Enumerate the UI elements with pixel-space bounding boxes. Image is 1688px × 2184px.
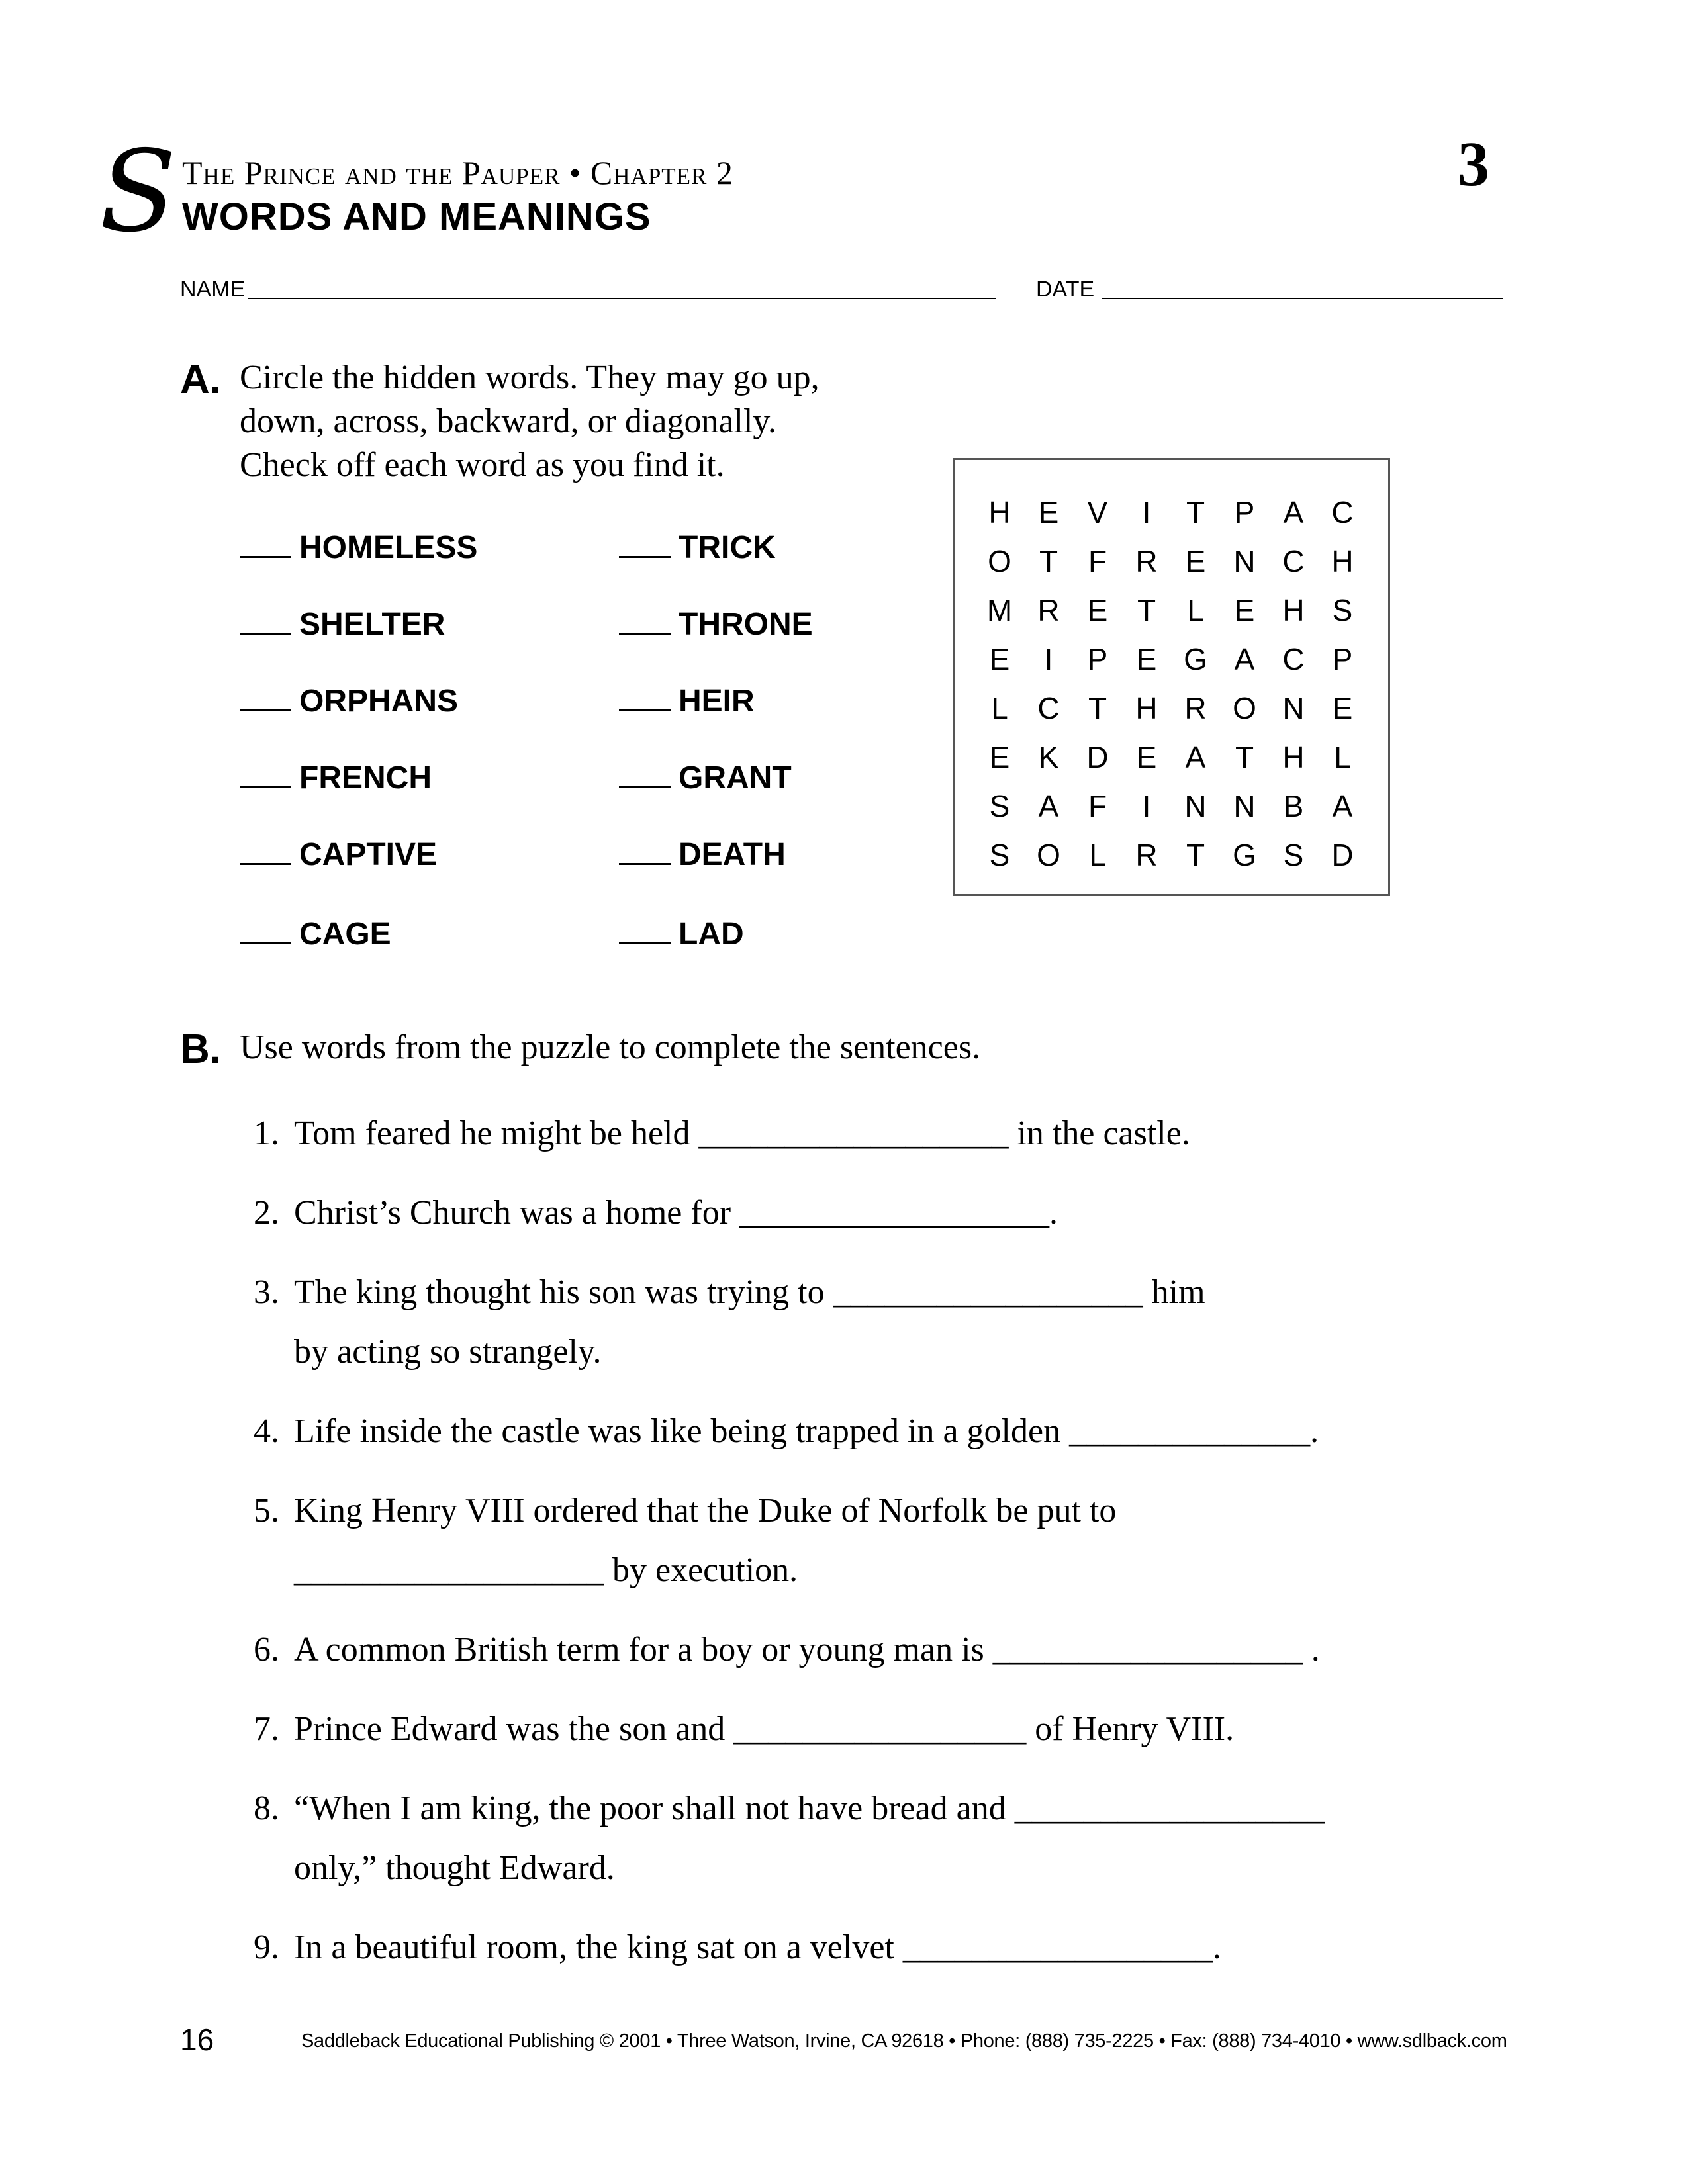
section-b-letter: B. [180,1026,221,1072]
sentence-number: 4. [254,1412,279,1450]
footer-credit: Saddleback Educational Publishing © 2001 • Three Watson, Irvine, CA 92618 • Phone: (888) 735-2225 • Fax: (888) 734-4010 • www.sdlback.com [301,2030,1507,2052]
puzzle-letter[interactable]: A [1332,789,1353,823]
sentence-number: 2. [254,1194,279,1232]
word-checkbox[interactable] [240,529,477,566]
puzzle-letter[interactable]: R [1184,691,1207,725]
word-label: THRONE [679,607,813,642]
puzzle-letter[interactable]: T [1186,838,1205,872]
puzzle-letter[interactable]: A [1234,642,1255,676]
puzzle-letter[interactable]: E [989,740,1010,774]
word-label: ORPHANS [299,684,459,719]
puzzle-letter[interactable]: H [1135,691,1158,725]
sentence-text[interactable]: Life inside the castle was like being trapped in a golden ______________. [294,1412,1319,1450]
puzzle-letter[interactable]: E [989,642,1010,676]
puzzle-letter[interactable]: S [1283,838,1304,872]
word-label: LAD [679,917,744,952]
sentence-number: 3. [254,1273,279,1311]
puzzle-letter[interactable]: F [1088,789,1107,823]
sentence-text[interactable]: only,” thought Edward. [294,1849,615,1887]
puzzle-letter[interactable]: E [1136,740,1157,774]
puzzle-letter[interactable]: L [1187,593,1204,627]
puzzle-letter[interactable]: G [1233,838,1256,872]
instruction-line: down, across, backward, or diagonally. [240,402,777,440]
puzzle-letter[interactable]: L [1089,838,1106,872]
instruction-line: Check off each word as you find it. [240,446,725,484]
puzzle-letter[interactable]: T [1235,740,1254,774]
puzzle-letter[interactable]: N [1233,544,1256,578]
puzzle-letter[interactable]: F [1088,544,1107,578]
sentence-text[interactable]: A common British term for a boy or young man is __________________ . [294,1631,1320,1668]
sentence-text[interactable]: The king thought his son was trying to __________________ him [294,1273,1205,1311]
word-label: TRICK [679,530,776,565]
page-title: WORDS AND MEANINGS [182,195,651,238]
puzzle-letter[interactable]: T [1088,691,1107,725]
date-field[interactable] [1102,298,1503,299]
word-checkbox[interactable] [240,916,391,952]
puzzle-letter[interactable]: E [1136,642,1157,676]
sentence-number: 6. [254,1631,279,1668]
section-a-instructions [240,356,820,487]
puzzle-letter[interactable]: R [1037,593,1060,627]
word-label: FRENCH [299,760,432,796]
word-checkbox[interactable] [240,837,437,873]
sentence-number: 1. [254,1115,279,1152]
puzzle-letter[interactable]: O [1037,838,1060,872]
puzzle-letter[interactable]: H [1282,593,1305,627]
puzzle-letter[interactable]: S [1332,593,1353,627]
word-label: SHELTER [299,607,445,642]
puzzle-letter[interactable]: H [1282,740,1305,774]
section-b-instructions: Use words from the puzzle to complete the sentences. [240,1028,981,1066]
sentence-number: 9. [254,1929,279,1966]
instruction-line: Circle the hidden words. They may go up, [240,359,820,396]
puzzle-letter[interactable]: N [1233,789,1256,823]
word-checkbox[interactable] [240,606,445,643]
section-a-letter: A. [180,357,221,402]
puzzle-letter[interactable]: C [1282,544,1305,578]
puzzle-letter[interactable]: P [1087,642,1108,676]
sentence-number: 8. [254,1790,279,1827]
puzzle-letter[interactable]: D [1331,838,1354,872]
puzzle-letter[interactable]: N [1282,691,1305,725]
puzzle-letter[interactable]: O [988,544,1011,578]
puzzle-letter[interactable]: I [1142,495,1151,529]
puzzle-letter[interactable]: S [989,838,1010,872]
sentence-text[interactable]: __________________ by execution. [294,1551,798,1589]
date-label: DATE [1036,277,1095,302]
puzzle-letter[interactable]: T [1039,544,1058,578]
puzzle-letter[interactable]: L [991,691,1008,725]
puzzle-letter[interactable]: R [1135,838,1158,872]
puzzle-letter[interactable]: O [1233,691,1256,725]
puzzle-letter[interactable]: M [986,593,1013,627]
series-title: The Prince and the Pauper • Chapter 2 [182,154,733,191]
puzzle-letter[interactable]: E [1038,495,1059,529]
puzzle-letter[interactable]: P [1332,642,1353,676]
puzzle-letter[interactable]: A [1283,495,1304,529]
puzzle-letter[interactable]: H [1331,544,1354,578]
puzzle-letter[interactable]: H [988,495,1011,529]
puzzle-letter[interactable]: I [1142,789,1151,823]
word-checkbox[interactable] [619,916,744,952]
word-checkbox[interactable] [619,529,776,566]
sentence-number: 7. [254,1710,279,1748]
word-search-puzzle [953,458,1390,896]
word-label: HEIR [679,684,755,719]
puzzle-letter[interactable]: S [989,789,1010,823]
word-checkbox[interactable] [240,683,458,719]
sentence-number: 5. [254,1492,279,1529]
publisher-logo: S [99,126,177,257]
sentence-text[interactable]: In a beautiful room, the king sat on a velvet __________________. [294,1929,1221,1966]
word-checkbox[interactable] [619,837,786,873]
word-checkbox[interactable] [619,760,792,796]
puzzle-letter[interactable]: K [1038,740,1059,774]
sentence-text[interactable]: by acting so strangely. [294,1333,602,1371]
puzzle-letter[interactable]: E [1332,691,1353,725]
puzzle-letter[interactable]: L [1334,740,1351,774]
sentence-text[interactable]: “When I am king, the poor shall not have bread and __________________ [294,1790,1325,1827]
footer-page-number: 16 [180,2023,214,2057]
word-label: CAGE [299,917,391,952]
puzzle-letter[interactable]: I [1044,642,1053,676]
name-field[interactable] [248,298,996,299]
sentence-text[interactable]: Christ’s Church was a home for __________________. [294,1194,1058,1232]
word-label: DEATH [679,837,786,872]
puzzle-letter[interactable]: C [1282,642,1305,676]
word-checkbox[interactable] [619,606,813,643]
word-checkbox[interactable] [619,683,755,719]
puzzle-letter[interactable]: T [1137,593,1156,627]
puzzle-letter[interactable]: C [1331,495,1354,529]
puzzle-letter[interactable]: R [1135,544,1158,578]
puzzle-letter[interactable]: D [1086,740,1109,774]
worksheet-number: 3 [1458,128,1489,199]
puzzle-letter[interactable]: C [1037,691,1060,725]
puzzle-letter[interactable]: V [1087,495,1108,529]
puzzle-letter[interactable]: E [1234,593,1255,627]
word-label: CAPTIVE [299,837,438,872]
sentence-text[interactable]: Prince Edward was the son and _________________ of Henry VIII. [294,1710,1235,1748]
word-checkbox[interactable] [240,760,432,796]
sentence-text[interactable]: King Henry VIII ordered that the Duke of Norfolk be put to [294,1492,1117,1529]
name-label: NAME [180,277,246,302]
puzzle-letter[interactable]: G [1184,642,1207,676]
sentence-text[interactable]: Tom feared he might be held __________________ in the castle. [294,1115,1190,1152]
puzzle-letter[interactable]: A [1185,740,1206,774]
puzzle-letter[interactable]: A [1038,789,1059,823]
puzzle-letter[interactable]: T [1186,495,1205,529]
word-label: HOMELESS [299,530,478,565]
puzzle-letter[interactable]: P [1234,495,1255,529]
puzzle-letter[interactable]: B [1283,789,1304,823]
puzzle-grid [975,488,1367,880]
puzzle-letter[interactable]: E [1087,593,1108,627]
word-label: GRANT [679,760,792,796]
puzzle-letter[interactable]: N [1184,789,1207,823]
puzzle-letter[interactable]: E [1185,544,1206,578]
